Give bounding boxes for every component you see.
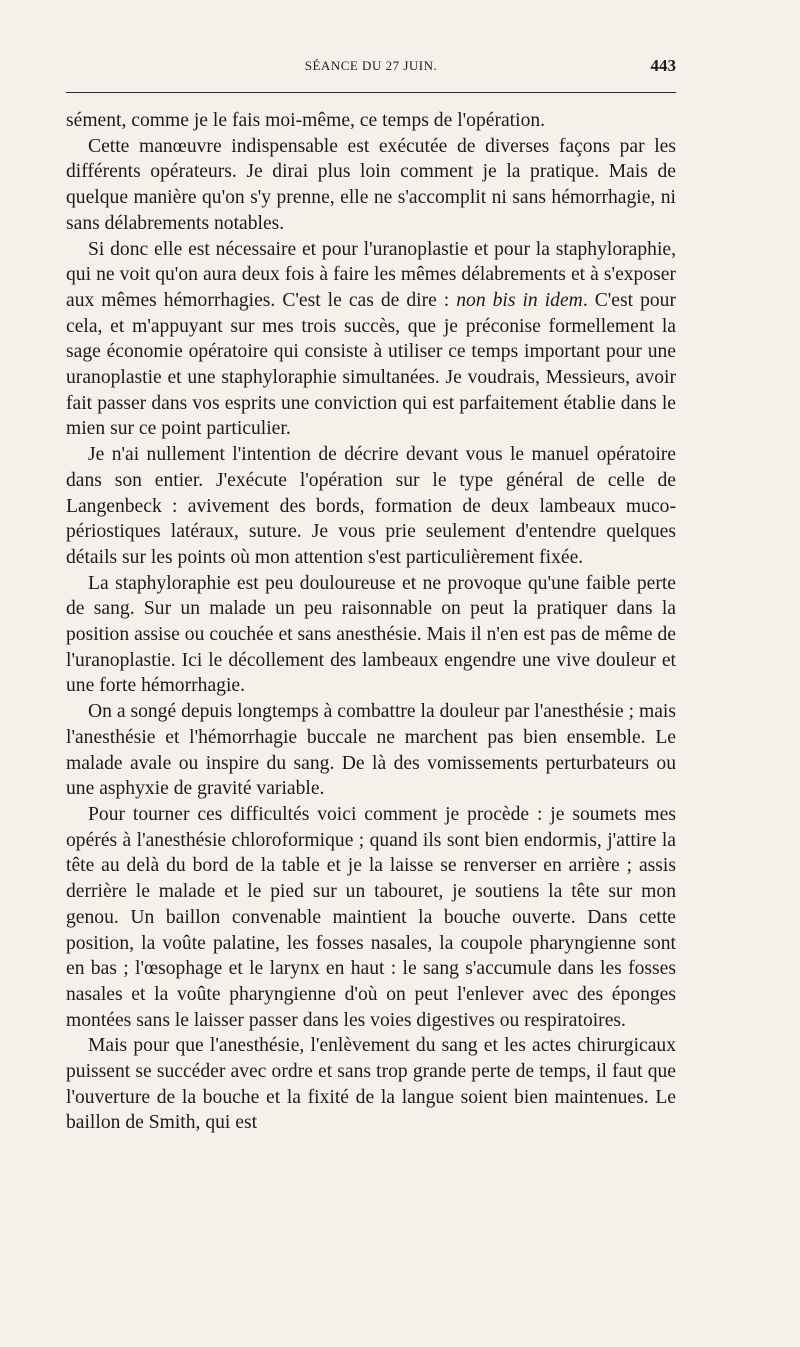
paragraph: Cette manœuvre indispensable est exécutée de diverses façons par les différents opérateurs. Je dirai plus loin comment je la pratique. Mais de quelque manière qu'on s'y prenne, elle ne s'accomplit ni sans hémorrhagie, ni sans délabrements notables. [66, 135, 676, 234]
paragraph: Pour tourner ces difficultés voici comment je procède : je soumets mes opérés à l'anesthésie chloroformique ; quand ils sont bien endormis, j'attire la tête au delà du bord de la table et je la laisse se renverser en arrière ; assis derrière le malade et le pied sur un tabouret, je soutiens la tête sur mon genou. Un baillon convenable maintient la bouche ouverte. Dans cette position, la voûte palatine, les fosses nasales, la coupole pharyngienne sont en bas ; l'œsophage et le larynx en haut : le sang s'accumule dans les fosses nasales et la voûte pharyngienne d'où on peut l'enlever avec des éponges montées sans le laisser passer dans les voies digestives ou respiratoires. [66, 803, 676, 1031]
paragraph: Si donc elle est nécessaire et pour l'uranoplastie et pour la staphyloraphie, qui ne voit qu'on aura deux fois à faire les mêmes délabrements et à s'exposer aux mêmes hémorrhagies. C'est le cas de dire : non bis in idem. C'est pour cela, et m'appuyant sur mes trois succès, que je préconise formellement la sage économie opératoire qui consiste à utiliser ce temps important pour une uranoplastie et une staphyloraphie simultanées. Je voudrais, Messieurs, avoir fait passer dans vos esprits une conviction qui est parfaitement établie dans le mien sur ce point particulier. [66, 238, 676, 440]
paragraph: sément, comme je le fais moi-même, ce temps de l'opération. [66, 110, 546, 131]
latin-phrase: non bis in idem [456, 289, 583, 311]
running-title: SÉANCE DU 27 JUIN. [304, 58, 438, 73]
header-rule [66, 92, 676, 93]
paragraph: Je n'ai nullement l'intention de décrire devant vous le manuel opératoire dans son entier. J'exécute l'opération sur le type général de celle de Langenbeck : avivement des bords, formation de deux lambeaux muco-périostiques latéraux, suture. Je vous prie seulement d'entendre quelques détails sur les points où mon attention s'est particulièrement fixée. [66, 444, 676, 568]
page-number: 443 [650, 56, 676, 75]
body-text [66, 108, 676, 1136]
paragraph: Mais pour que l'anesthésie, l'enlèvement du sang et les actes chirurgicaux puissent se succéder avec ordre et sans trop grande perte de temps, il faut que l'ouverture de la bouche et la fixité de la langue soient bien maintenues. Le baillon de Smith, qui est [66, 1035, 676, 1134]
paragraph: On a songé depuis longtemps à combattre la douleur par l'anesthésie ; mais l'anesthésie et l'hémorrhagie buccale ne marchent pas bien ensemble. Le malade avale ou inspire du sang. De là des vomissements perturbateurs ou une asphyxie de gravité variable. [66, 701, 676, 800]
paragraph: La staphyloraphie est peu douloureuse et ne provoque qu'une faible perte de sang. Sur un malade un peu raisonnable on peut la pratiquer dans la position assise ou couchée et sans anesthésie. Mais il n'en est pas de même de l'uranoplastie. Ici le décollement des lambeaux engendre une vive douleur et une forte hémorrhagie. [66, 572, 676, 697]
page-header [66, 56, 676, 84]
